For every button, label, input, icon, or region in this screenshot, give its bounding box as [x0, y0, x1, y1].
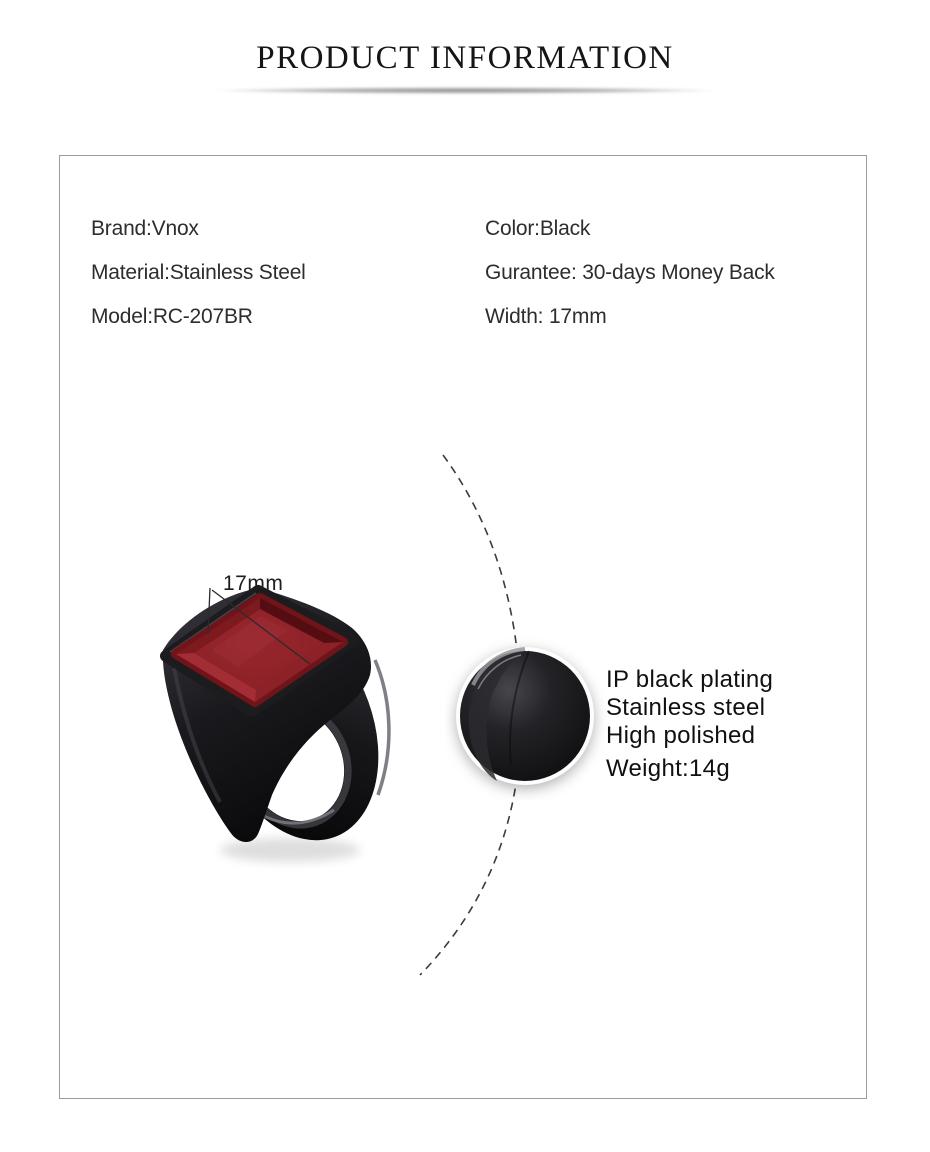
- dimension-label: 17mm: [223, 572, 284, 595]
- detail-circle: [445, 625, 615, 800]
- spec-width: Width: 17mm: [485, 305, 607, 328]
- page-title: PRODUCT INFORMATION: [256, 40, 674, 76]
- spec-model: Model:RC-207BR: [91, 305, 253, 328]
- spec-rows: [91, 207, 836, 339]
- feature-plating: IP black plating: [606, 666, 774, 693]
- spec-material: Material:Stainless Steel: [91, 261, 306, 284]
- spec-brand: Brand:Vnox: [91, 217, 199, 240]
- spec-row: [91, 295, 836, 339]
- spec-color: Color:Black: [485, 217, 591, 240]
- spec-row: [91, 251, 836, 295]
- feature-list: [606, 666, 773, 783]
- feature-steel: Stainless steel: [606, 694, 766, 721]
- spec-row: [91, 207, 836, 251]
- feature-weight: Weight:14g: [606, 755, 730, 782]
- feature-polish: High polished: [606, 722, 756, 749]
- title-divider: [205, 87, 725, 94]
- spec-guarantee: Gurantee: 30-days Money Back: [485, 261, 775, 284]
- ring-illustration: [140, 550, 460, 880]
